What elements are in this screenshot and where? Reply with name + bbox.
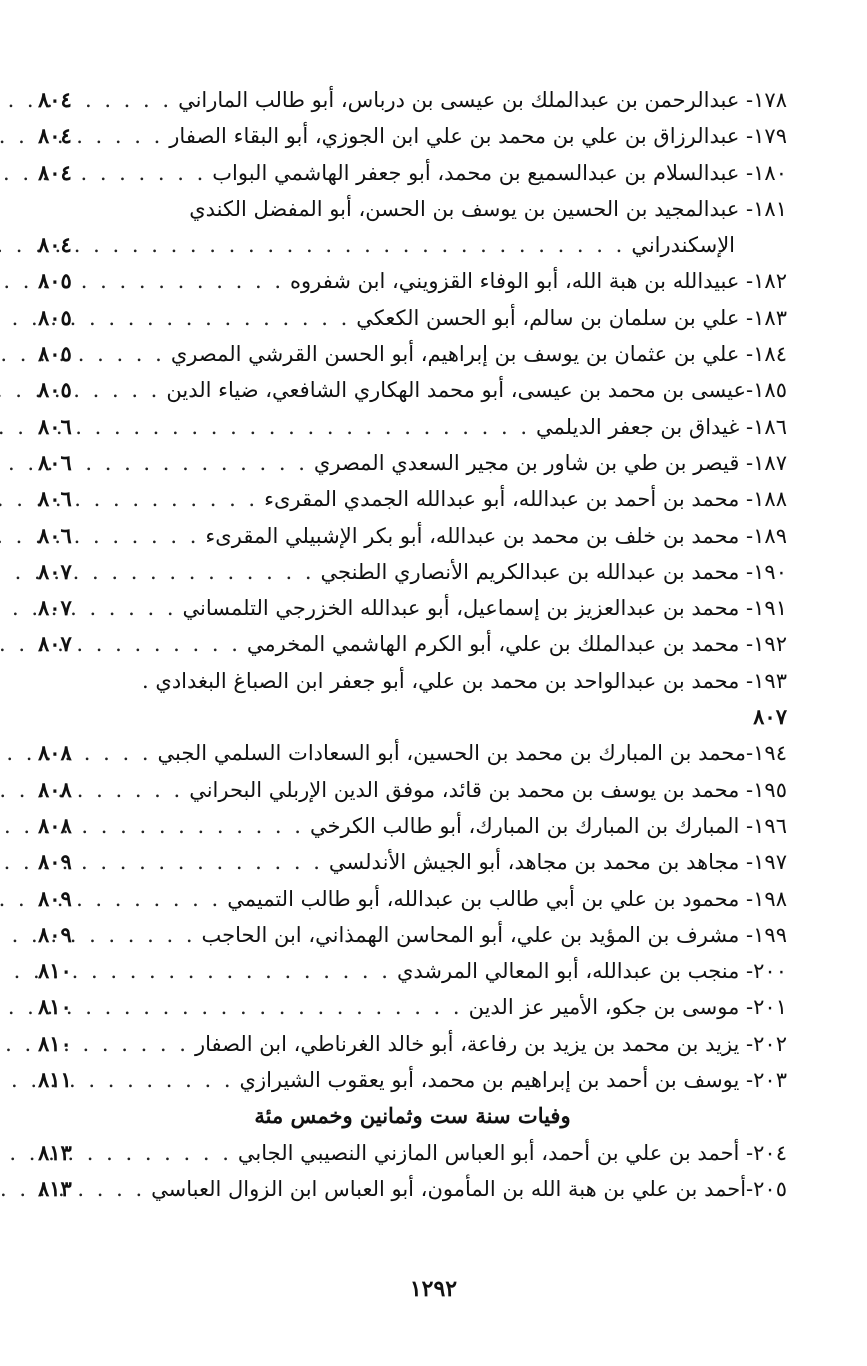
toc-entry — [38, 626, 787, 662]
toc-entry-title: ١٩٩- مشرف بن المؤيد بن علي، أبو المحاسن الهمذاني، ابن الحاجب — [201, 922, 787, 947]
leader-dots — [102, 590, 183, 626]
leader-dots — [102, 300, 356, 336]
toc-entry-page: ٨٠٩ — [38, 921, 72, 947]
toc-entry-page: ٨٠٨ — [38, 812, 72, 838]
toc-entry-page: ٨١٠ — [38, 994, 72, 1020]
leader-dots — [102, 917, 202, 953]
toc-entry-page: ٨٠٤ — [38, 123, 72, 149]
toc-entry-page: ٨٠٧ — [38, 595, 72, 621]
toc-entry-title: ١٩٥- محمد بن يوسف بن محمد بن قائد، موفق الدين الإربلي البحراني — [189, 777, 787, 802]
toc-entry-title: ١٨٩- محمد بن خلف بن محمد بن عبدالله، أبو بكر الإشبيلي المقرىء — [205, 523, 787, 548]
toc-entry — [38, 227, 787, 263]
toc-entry-page: ٨٠٦ — [38, 413, 72, 439]
toc-entry-page: ٨٠٥ — [38, 268, 72, 294]
leader-dots — [102, 1171, 151, 1207]
toc-entry-title: الإسكندراني — [631, 233, 735, 258]
toc-entry-title: ١٨٥-عيسى بن محمد بن عيسى، أبو محمد الهكاري الشافعي، ضياء الدين — [166, 378, 787, 403]
toc-entry-page: ٨٠٥ — [38, 377, 72, 403]
toc-entry-title: ١٩٧- مجاهد بن محمد بن مجاهد، أبو الجيش الأندلسي — [328, 850, 787, 875]
toc-entry-page: ٨١١ — [38, 1067, 72, 1093]
table-of-contents — [38, 82, 787, 1207]
leader-dots — [102, 735, 158, 771]
toc-entry-page: ٨٠٥ — [38, 304, 72, 330]
toc-entry-page: ٨٠٦ — [38, 522, 72, 548]
toc-entry-title: ١٨٦- غيداق بن جعفر الديلمي — [536, 414, 787, 439]
toc-entry-title: ١٨٠- عبدالسلام بن عبدالسميع بن محمد، أبو جعفر الهاشمي البواب — [212, 160, 787, 185]
leader-dots — [102, 808, 310, 844]
leader-dots — [102, 1135, 238, 1171]
toc-entry — [38, 590, 787, 626]
toc-entry — [38, 518, 787, 554]
leader-dots — [102, 626, 247, 662]
toc-entry — [38, 808, 787, 844]
leader-dots — [102, 82, 178, 118]
toc-entry-page: ٨٠٧ — [753, 704, 787, 730]
toc-entry-page: ٨٠٦ — [38, 449, 72, 475]
toc-entry-title: ٢٠٥-أحمد بن علي بن هبة الله بن المأمون، أبو العباس ابن الزوال العباسي — [151, 1176, 787, 1201]
toc-entry — [38, 735, 787, 771]
toc-entry-title: ١٨٧- قيصر بن طي بن شاور بن مجير السعدي المصري — [313, 450, 787, 475]
toc-entry-title: ١٨١- عبدالمجيد بن الحسين بن يوسف بن الحسن، أبو المفضل الكندي — [189, 196, 787, 221]
toc-entry — [38, 409, 787, 445]
toc-entry-page: ٨١٠ — [38, 958, 72, 984]
toc-entry — [38, 263, 787, 299]
leader-dots — [102, 1062, 240, 1098]
toc-entry-page: ٨١٣ — [38, 1139, 72, 1165]
toc-entry-page: ٨٠٤ — [38, 232, 72, 258]
toc-entry-page: ٨٠٩ — [38, 849, 72, 875]
toc-entry — [38, 155, 787, 191]
toc-entry-page: ٨١٠ — [38, 1030, 72, 1056]
leader-dots — [102, 953, 397, 989]
toc-entry — [38, 989, 787, 1025]
leader-dots — [102, 518, 205, 554]
leader-dots — [102, 336, 171, 372]
toc-entry-page: ٨٠٧ — [38, 631, 72, 657]
toc-entry-page: ٨١٣ — [38, 1175, 72, 1201]
toc-entry — [38, 1062, 787, 1098]
toc-entry-title: ١٩٨- محمود بن علي بن أبي طالب بن عبدالله، أبو طالب التميمي — [227, 886, 787, 911]
page-number: ١٢٩٢ — [409, 1276, 458, 1302]
toc-entry-title: ٢٠٣- يوسف بن أحمد بن إبراهيم بن محمد، أبو يعقوب الشيرازي — [239, 1068, 787, 1093]
toc-entry-page: ٨٠٦ — [38, 486, 72, 512]
leader-dots — [102, 227, 631, 263]
toc-entry-title: ١٩٢- محمد بن عبدالملك بن علي، أبو الكرم الهاشمي المخرمي — [246, 632, 787, 657]
toc-entry-title: ١٧٨- عبدالرحمن بن عبدالملك بن عيسى بن درباس، أبو طالب الماراني — [178, 88, 787, 112]
toc-entry-page: ٨٠٧ — [38, 558, 72, 584]
toc-entry — [38, 554, 787, 590]
toc-entry — [38, 191, 787, 227]
toc-entry-page: ٨٠٩ — [38, 885, 72, 911]
toc-entry — [38, 82, 787, 118]
leader-dots — [102, 118, 169, 154]
toc-entry-page: ٨٠٤ — [38, 87, 72, 112]
toc-entry-title: ١٩٠- محمد بن عبدالله بن عبدالكريم الأنصاري الطنجي — [320, 559, 787, 584]
toc-entry — [38, 118, 787, 154]
leader-dots — [102, 844, 329, 880]
toc-entry — [38, 844, 787, 880]
toc-entry — [38, 1171, 787, 1207]
leader-dots — [102, 409, 536, 445]
toc-entry-title: ٢٠١- موسى بن جكو، الأمير عز الدين — [468, 995, 787, 1020]
toc-entry-title: ٢٠٤- أحمد بن علي بن أحمد، أبو العباس المازني النصيبي الجابي — [237, 1140, 787, 1165]
toc-entry-title: ١٩٣- محمد بن عبدالواحد بن محمد بن علي، أبو جعفر ابن الصباغ البغدادي . — [142, 668, 787, 693]
leader-dots — [102, 481, 264, 517]
toc-entry — [38, 699, 787, 735]
toc-entry-title: ١٩٦- المبارك بن المبارك بن المبارك، أبو طالب الكرخي — [309, 813, 787, 838]
toc-entry-title: ١٩١- محمد بن عبدالعزيز بن إسماعيل، أبو عبدالله الخزرجي التلمساني — [182, 596, 787, 621]
toc-entry — [38, 372, 787, 408]
leader-dots — [102, 263, 290, 299]
toc-entry-page: ٨٠٨ — [38, 740, 72, 766]
toc-entry — [38, 300, 787, 336]
toc-entry — [38, 772, 787, 808]
toc-entry — [38, 881, 787, 917]
toc-entry-title: ٢٠٢- يزيد بن محمد بن يزيد بن رفاعة، أبو خالد الغرناطي، ابن الصفار — [194, 1031, 787, 1056]
leader-dots — [102, 1026, 195, 1062]
toc-entry — [38, 445, 787, 481]
toc-entry — [38, 917, 787, 953]
leader-dots — [102, 155, 212, 191]
leader-dots — [102, 772, 189, 808]
toc-entry — [38, 481, 787, 517]
leader-dots — [102, 445, 314, 481]
toc-entry-title: ١٨٤- علي بن عثمان بن يوسف بن إبراهيم، أبو الحسن القرشي المصري — [170, 342, 787, 367]
leader-dots — [102, 372, 166, 408]
toc-entry-title: ٢٠٠- منجب بن عبدالله، أبو المعالي المرشدي — [396, 959, 787, 984]
toc-entry-title: ١٧٩- عبدالرزاق بن علي بن محمد بن علي ابن الجوزي، أبو البقاء الصفار — [169, 124, 787, 149]
toc-entry-title: ١٨٢- عبيدالله بن هبة الله، أبو الوفاء القزويني، ابن شفروه — [290, 269, 787, 294]
toc-entry-page: ٨٠٥ — [38, 341, 72, 367]
toc-entry — [38, 336, 787, 372]
toc-entry-page: ٨٠٨ — [38, 776, 72, 802]
toc-entry-title: ١٩٤-محمد بن المبارك بن محمد بن الحسين، أبو السعادات السلمي الجبي — [157, 741, 787, 766]
leader-dots — [102, 554, 321, 590]
leader-dots — [102, 881, 227, 917]
toc-entry — [38, 663, 787, 699]
toc-entry-title: ١٨٣- علي بن سلمان بن سالم، أبو الحسن الكعكي — [356, 305, 787, 330]
toc-entry — [38, 1135, 787, 1171]
leader-dots — [102, 989, 469, 1025]
toc-entry — [38, 953, 787, 989]
toc-entry-title: ١٨٨- محمد بن أحمد بن عبدالله، أبو عبدالله الجمدي المقرىء — [264, 487, 787, 512]
toc-entry — [38, 1026, 787, 1062]
toc-entry-page: ٨٠٤ — [38, 159, 72, 185]
section-heading-text: وفيات سنة ست وثمانين وخمس مئة — [254, 1103, 571, 1129]
section-heading — [38, 1098, 787, 1134]
